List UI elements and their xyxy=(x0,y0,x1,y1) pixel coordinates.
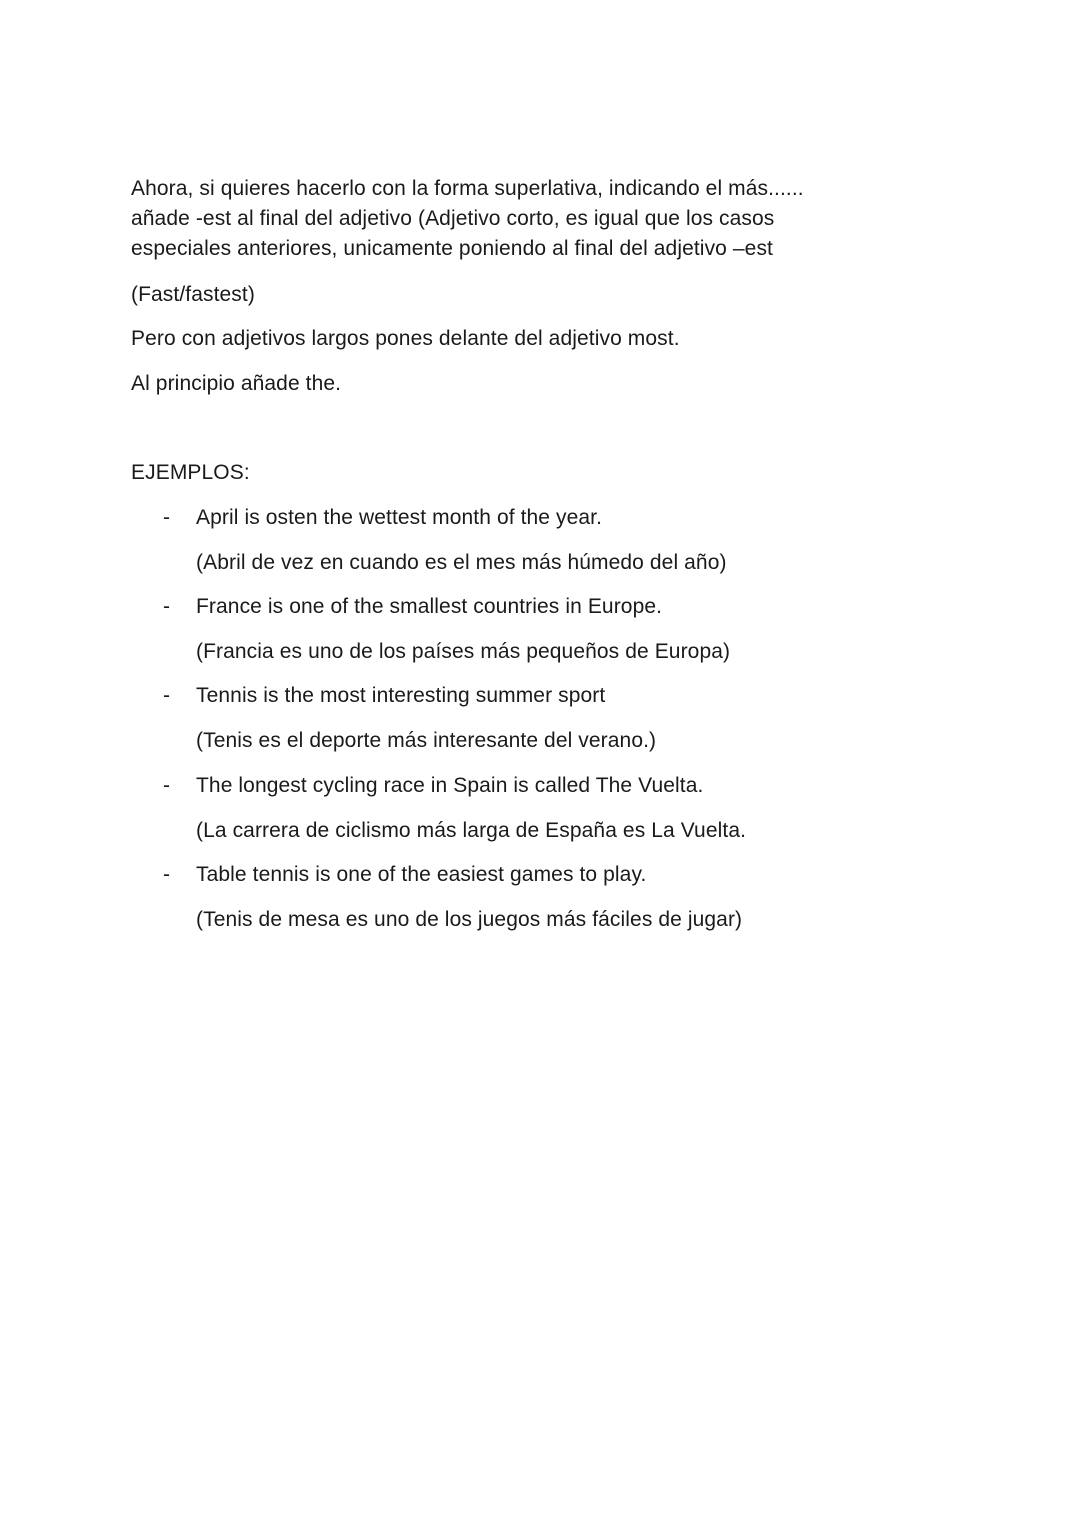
long-adjectives-note: Pero con adjetivos largos pones delante del adjetivo most. xyxy=(131,327,680,350)
intro-line-3: especiales anteriores, unicamente poniendo al final del adjetivo –est xyxy=(131,237,773,260)
example-spanish-1: (Abril de vez en cuando es el mes más húmedo del año) xyxy=(196,551,727,574)
bullet-dash: - xyxy=(163,684,170,707)
examples-heading: EJEMPLOS: xyxy=(131,461,250,484)
example-english-2: France is one of the smallest countries in Europe. xyxy=(196,595,663,618)
bullet-dash: - xyxy=(163,506,170,529)
example-english-1: April is osten the wettest month of the year. xyxy=(196,506,603,529)
bullet-dash: - xyxy=(163,595,170,618)
the-note: Al principio añade the. xyxy=(131,372,342,395)
example-english-4: The longest cycling race in Spain is called The Vuelta. xyxy=(196,774,704,797)
example-spanish-5: (Tenis de mesa es uno de los juegos más fáciles de jugar) xyxy=(196,908,743,931)
example-spanish-3: (Tenis es el deporte más interesante del verano.) xyxy=(196,729,657,752)
example-spanish-4: (La carrera de ciclismo más larga de España es La Vuelta. xyxy=(196,819,747,842)
bullet-dash: - xyxy=(163,863,170,886)
example-spanish-2: (Francia es uno de los países más pequeños de Europa) xyxy=(196,640,731,663)
example-form: (Fast/fastest) xyxy=(131,283,255,306)
bullet-dash: - xyxy=(163,774,170,797)
example-english-5: Table tennis is one of the easiest games to play. xyxy=(196,863,647,886)
intro-line-2: añade -est al final del adjetivo (Adjetivo corto, es igual que los casos xyxy=(131,207,775,230)
intro-line-1: Ahora, si quieres hacerlo con la forma superlativa, indicando el más...... xyxy=(131,177,804,200)
example-english-3: Tennis is the most interesting summer sport xyxy=(196,684,606,707)
